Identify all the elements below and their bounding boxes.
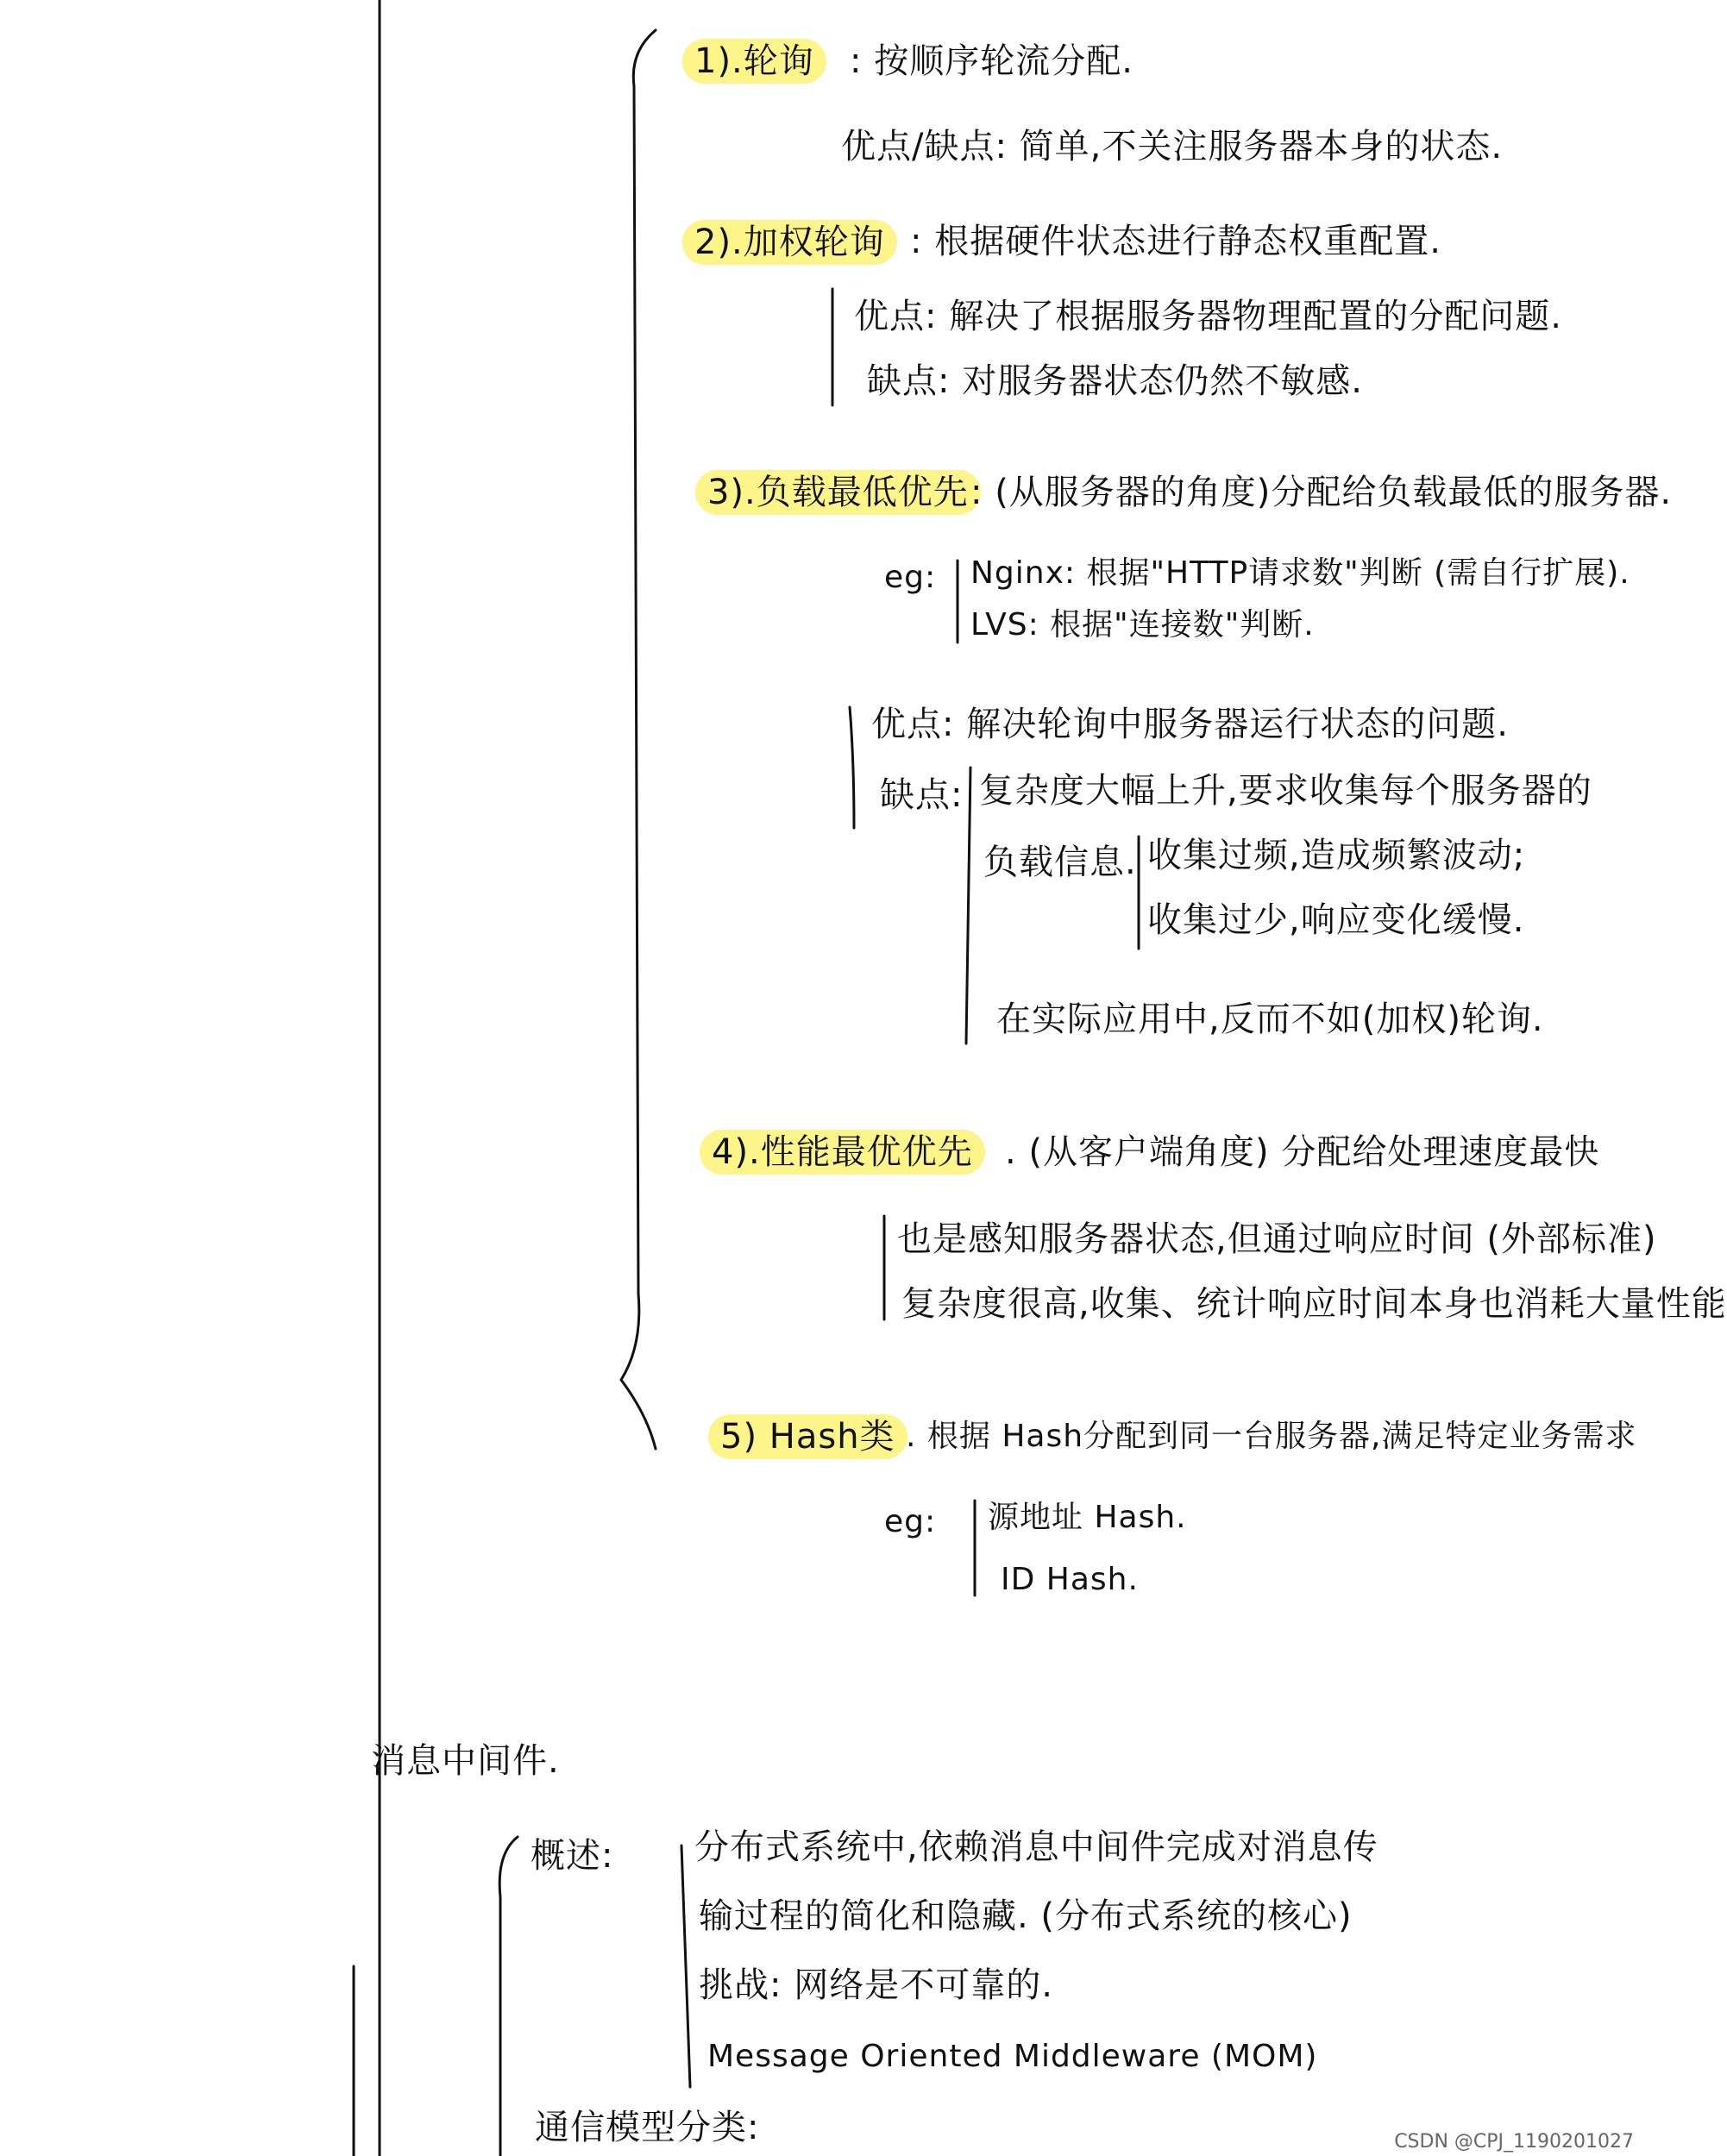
- mq-title: 消息中间件.: [371, 1741, 560, 1781]
- s3-cons-label: 缺点:: [880, 775, 964, 815]
- s4-label: 4).性能最优优先: [700, 1130, 985, 1175]
- mq-ov3: 挑战: 网络是不可靠的.: [699, 1965, 1053, 2005]
- bracket-s3-pc: [850, 707, 854, 828]
- s2-text: : 根据硬件状态进行静态权重配置.: [910, 222, 1441, 261]
- s2-label: 2).加权轮询: [682, 220, 897, 265]
- s2-cons: 缺点: 对服务器状态仍然不敏感.: [867, 361, 1363, 401]
- s4-l1: 也是感知服务器状态,但通过响应时间 (外部标准): [897, 1219, 1657, 1259]
- s3-cons1: 复杂度大幅上升,要求收集每个服务器的: [979, 771, 1592, 811]
- s3-pros: 优点: 解决轮询中服务器运行状态的问题.: [871, 705, 1509, 744]
- s3-label: 3).负载最低优先: [695, 470, 981, 515]
- curly-brace-mq: [499, 1837, 518, 2156]
- mq-ov2: 输过程的简化和隐藏. (分布式系统的核心): [699, 1896, 1353, 1936]
- s3-cons3: 在实际应用中,反而不如(加权)轮询.: [996, 1000, 1544, 1039]
- mq-comm-label: 通信模型分类:: [535, 2108, 760, 2147]
- mq-ov1: 分布式系统中,依赖消息中间件完成对消息传: [694, 1827, 1378, 1867]
- s3-eg1: Nginx: 根据"HTTP请求数"判断 (需自行扩展).: [970, 555, 1630, 591]
- s1-pros-cons: 优点/缺点: 简单,不关注服务器本身的状态.: [841, 127, 1504, 166]
- s3-text: : (从服务器的角度)分配给负载最低的服务器.: [970, 473, 1673, 512]
- s1-text: : 按顺序轮流分配.: [850, 41, 1134, 81]
- s5-eg1: 源地址 Hash.: [988, 1500, 1187, 1535]
- mq-ov4: Message Oriented Middleware (MOM): [707, 2039, 1318, 2074]
- s4-l2: 复杂度很高,收集、统计响应时间本身也消耗大量性能: [901, 1284, 1727, 1324]
- bracket-mq-overview: [681, 1846, 690, 2087]
- s5-eg: eg:: [884, 1504, 937, 1539]
- s5-label: 5) Hash类: [708, 1414, 907, 1459]
- s1-label: 1).轮询: [682, 39, 826, 84]
- watermark: CSDN @CPJ_1190201027: [1394, 2131, 1634, 2153]
- s5-text: . 根据 Hash分配到同一台服务器,满足特定业务需求: [906, 1419, 1637, 1454]
- s3-eg: eg:: [884, 560, 937, 595]
- s4-text: . (从客户端角度) 分配给处理速度最快: [1005, 1132, 1600, 1172]
- bracket-s3-cons: [966, 768, 970, 1044]
- s3-cons2a: 收集过频,造成频繁波动;: [1147, 836, 1526, 875]
- s2-pros: 优点: 解决了根据服务器物理配置的分配问题.: [854, 297, 1562, 336]
- s5-eg2: ID Hash.: [1001, 1562, 1139, 1597]
- s3-cons2b: 收集过少,响应变化缓慢.: [1147, 900, 1525, 940]
- mq-overview-label: 概述:: [531, 1836, 614, 1876]
- s3-eg2: LVS: 根据"连接数"判断.: [970, 607, 1315, 642]
- curly-brace-lb: [621, 30, 656, 1449]
- s3-cons2: 负载信息.: [983, 843, 1137, 882]
